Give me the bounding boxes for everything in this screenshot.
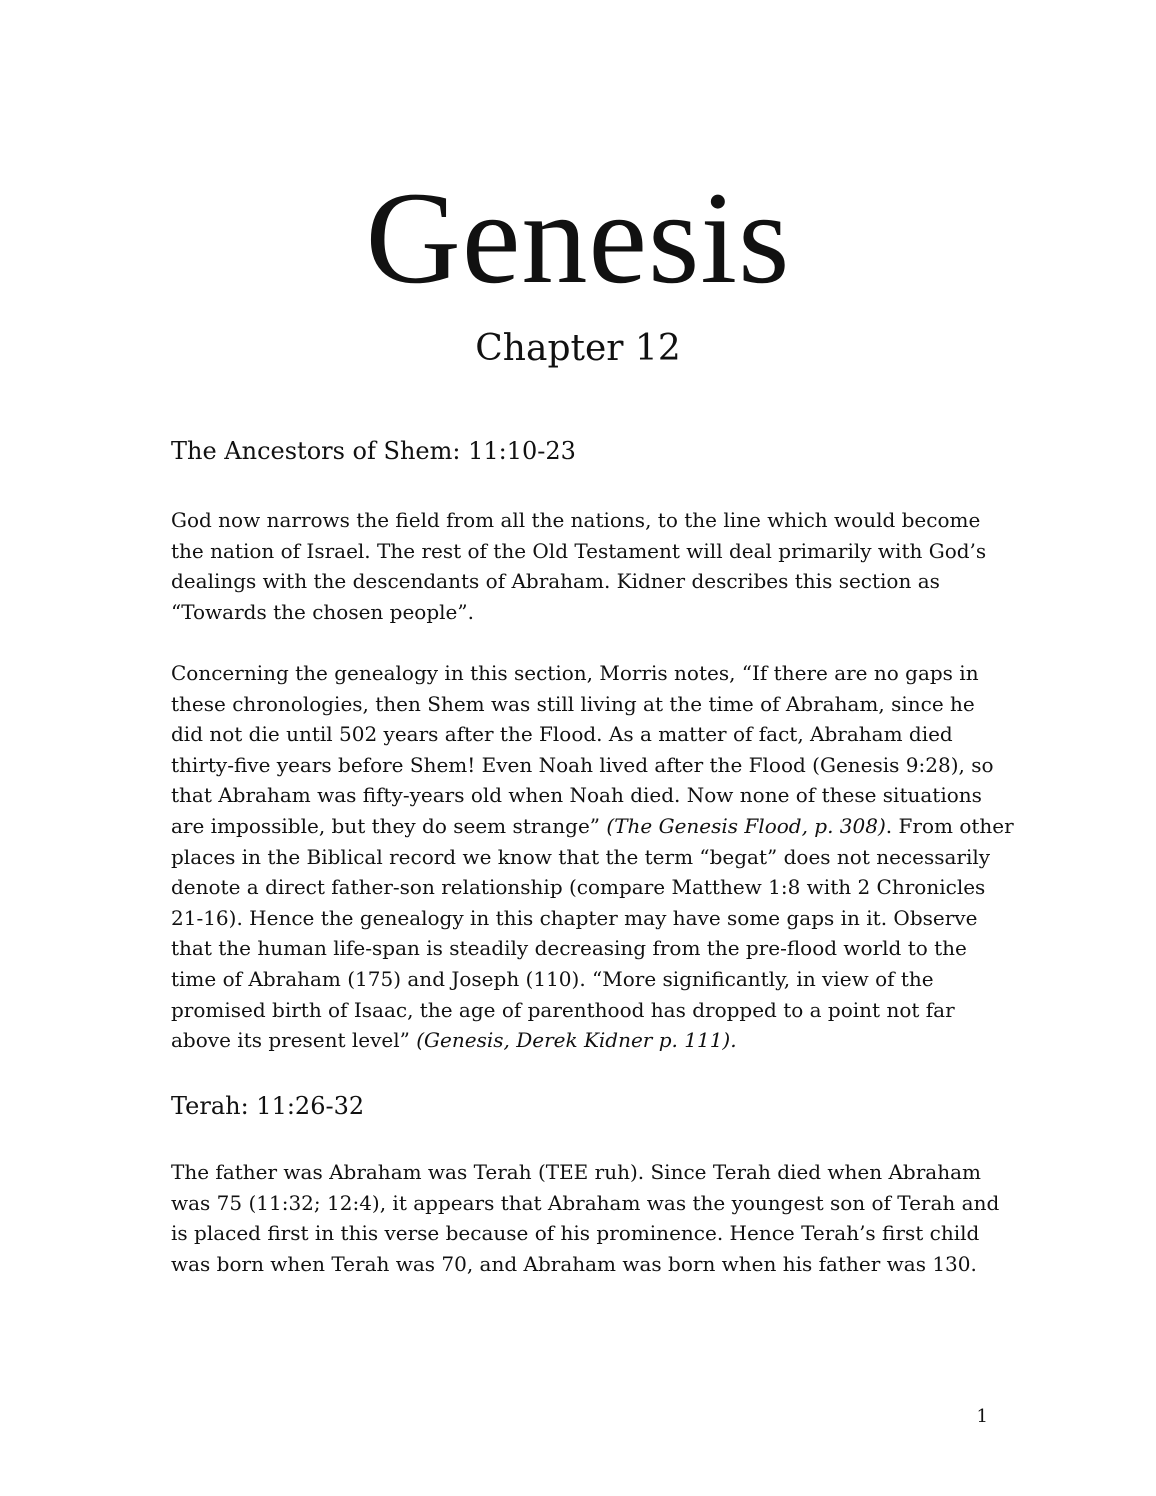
text-line: places in the Biblical record we know that the term “begat” does not necessarily (171, 844, 991, 869)
text-line: Concerning the genealogy in this section, Morris notes, “If there are no gaps in (171, 661, 979, 685)
paragraph-genealogy (171, 658, 1014, 1056)
text-fragment: are impossible, but they do seem strange” (171, 813, 607, 838)
text-line: “Towards the chosen people”. (171, 599, 474, 624)
text-line: dealings with the descendants of Abraham. Kidner describes this section as (171, 569, 940, 594)
text-fragment: . From other (885, 813, 1014, 838)
text-line: God now narrows the field from all the nations, to the line which would become (171, 508, 981, 532)
text-fragment: above its present level” (171, 1028, 417, 1053)
text-line: 21-16). Hence the genealogy in this chapter may have some gaps in it. Observe (171, 905, 978, 930)
text-line: promised birth of Isaac, the age of parenthood has dropped to a point not far (171, 997, 955, 1022)
text-line: thirty-five years before Shem! Even Noah lived after the Flood (Genesis 9:28), so (171, 752, 994, 777)
paragraph-terah (171, 1157, 1001, 1279)
text-line: denote a direct father-son relationship (compare Matthew 1:8 with 2 Chronicles (171, 875, 986, 900)
text-line: time of Abraham (175) and Joseph (110). “More significantly, in view of the (171, 966, 934, 991)
chapter-heading: Chapter 12 (475, 328, 681, 369)
text-line-with-citation (171, 811, 1014, 842)
text-line: these chronologies, then Shem was still living at the time of Abraham, since he (171, 691, 975, 716)
paragraph-narrows-the-field (171, 505, 1001, 627)
text-line-with-citation (171, 1025, 1001, 1056)
citation-kidner: (Genesis, Derek Kidner p. 111). (416, 1028, 737, 1053)
citation-genesis-flood: (The Genesis Flood, p. 308) (606, 813, 886, 838)
text-line: was born when Terah was 70, and Abraham was born when his father was 130. (171, 1251, 977, 1276)
page-number: 1 (976, 1406, 988, 1427)
text-line: was 75 (11:32; 12:4), it appears that Abraham was the youngest son of Terah and (171, 1190, 1000, 1215)
text-line: The father was Abraham was Terah (TEE ruh). Since Terah died when Abraham (171, 1160, 981, 1184)
section-heading-ancestors-of-shem: The Ancestors of Shem: 11:10-23 (171, 437, 576, 465)
text-line: the nation of Israel. The rest of the Old Testament will deal primarily with God’s (171, 538, 987, 563)
text-line: did not die until 502 years after the Flood. As a matter of fact, Abraham died (171, 722, 953, 747)
document-title: Genesis (365, 164, 791, 311)
text-line: is placed first in this verse because of his prominence. Hence Terah’s first child (171, 1221, 980, 1246)
text-line: that Abraham was fifty-years old when Noah died. Now none of these situations (171, 783, 982, 808)
text-line: that the human life-span is steadily decreasing from the pre-flood world to the (171, 936, 967, 961)
section-heading-terah: Terah: 11:26-32 (171, 1092, 365, 1120)
